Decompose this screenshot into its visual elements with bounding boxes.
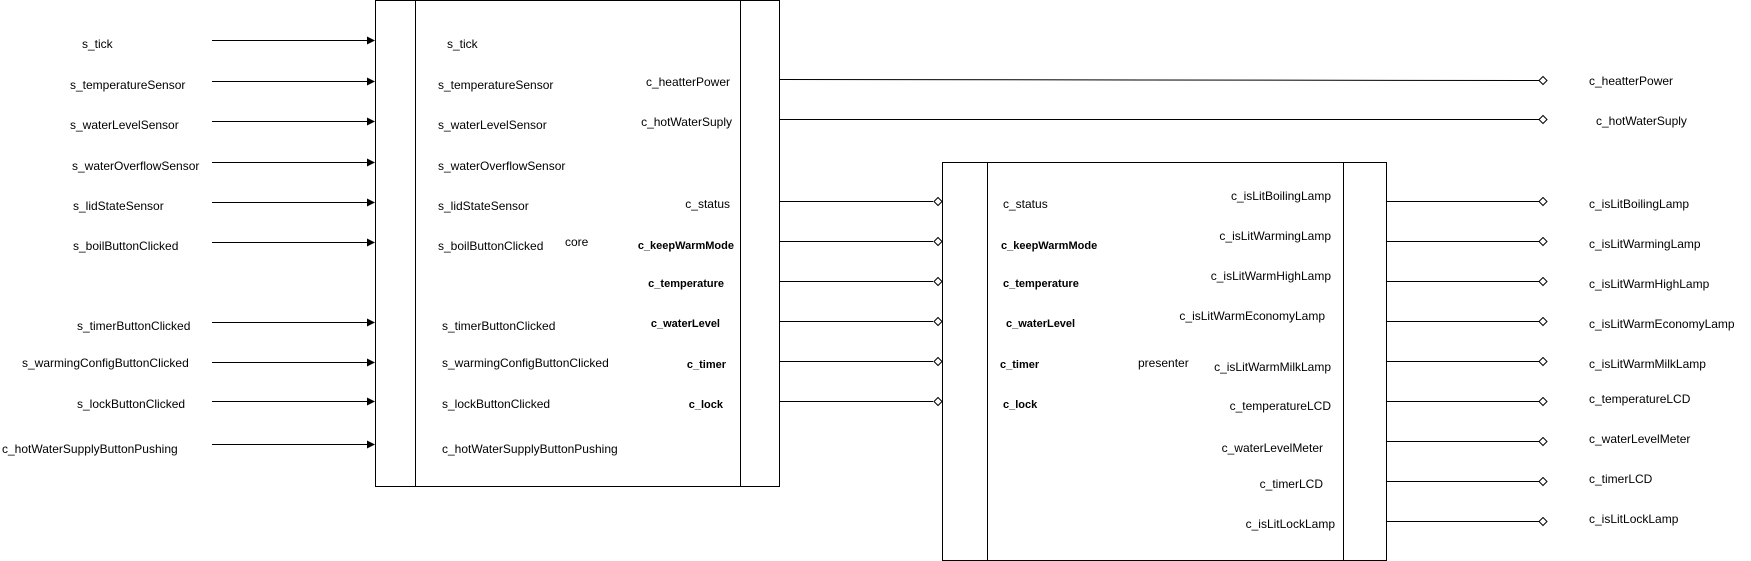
core-label: core bbox=[565, 235, 589, 249]
presenter-in-c-water-level: c_waterLevel bbox=[1006, 318, 1076, 330]
port-c-water-level bbox=[934, 318, 942, 326]
output-c-timer-lcd: c_timerLCD bbox=[1589, 472, 1653, 486]
port-c-water-level-meter bbox=[1539, 438, 1547, 446]
port-c-temperature bbox=[934, 278, 942, 286]
output-c-is-lit-boiling-lamp: c_isLitBoilingLamp bbox=[1589, 197, 1690, 211]
input-arrow-s-boil-button-clicked bbox=[367, 239, 375, 247]
input-arrow-s-timer-button-clicked bbox=[367, 319, 375, 327]
port-c-timer bbox=[934, 358, 942, 366]
port-c-is-lit-warming-lamp bbox=[1539, 238, 1547, 246]
core-in-s-water-overflow-sensor: s_waterOverflowSensor bbox=[438, 159, 566, 173]
input-s-boil-button-clicked: s_boilButtonClicked bbox=[73, 239, 179, 253]
core-out-c-hot-water-suply: c_hotWaterSuply bbox=[641, 115, 732, 129]
input-s-water-level-sensor: s_waterLevelSensor bbox=[70, 118, 179, 132]
port-c-keep-warm-mode bbox=[934, 238, 942, 246]
output-c-is-lit-warm-economy-lamp: c_isLitWarmEconomyLamp bbox=[1589, 317, 1735, 331]
presenter-in-c-timer: c_timer bbox=[1000, 359, 1040, 371]
core-out-c-water-level: c_waterLevel bbox=[650, 318, 720, 330]
port-c-hot-water-suply bbox=[1539, 116, 1547, 124]
port-c-is-lit-lock-lamp bbox=[1539, 518, 1547, 526]
output-c-temperature-lcd: c_temperatureLCD bbox=[1589, 392, 1691, 406]
core-out-c-timer: c_timer bbox=[686, 359, 726, 371]
external-inputs bbox=[2, 37, 375, 457]
output-c-is-lit-warming-lamp: c_isLitWarmingLamp bbox=[1589, 237, 1701, 251]
input-s-warming-config-button-clicked: s_warmingConfigButtonClicked bbox=[22, 356, 189, 370]
port-c-temperature-lcd bbox=[1539, 398, 1547, 406]
core-in-s-warming-config-button-clicked: s_warmingConfigButtonClicked bbox=[442, 356, 609, 370]
core-in-s-water-level-sensor: s_waterLevelSensor bbox=[438, 118, 547, 132]
presenter-out-c-is-lit-warm-economy-lamp: c_isLitWarmEconomyLamp bbox=[1179, 309, 1325, 323]
core-in-s-tick: s_tick bbox=[447, 37, 478, 51]
input-arrow-s-lock-button-clicked bbox=[367, 398, 375, 406]
core-in-s-timer-button-clicked: s_timerButtonClicked bbox=[442, 319, 556, 333]
port-c-heatter-power bbox=[1539, 77, 1547, 85]
presenter-out-c-is-lit-warm-milk-lamp: c_isLitWarmMilkLamp bbox=[1214, 360, 1331, 374]
core-out-c-temperature: c_temperature bbox=[648, 278, 724, 290]
wire-c-heatter-power bbox=[780, 80, 1539, 81]
presenter-out-c-temperature-lcd: c_temperatureLCD bbox=[1229, 399, 1331, 413]
port-c-is-lit-boiling-lamp bbox=[1539, 198, 1547, 206]
input-arrow-s-temperature-sensor bbox=[367, 78, 375, 86]
presenter-label: presenter bbox=[1138, 356, 1189, 370]
core-out-c-keep-warm-mode: c_keepWarmMode bbox=[637, 240, 734, 252]
core-out-c-status: c_status bbox=[685, 197, 730, 211]
input-s-timer-button-clicked: s_timerButtonClicked bbox=[77, 319, 191, 333]
core-presenter-wires bbox=[780, 198, 942, 406]
input-arrow-s-warming-config-button-clicked bbox=[367, 359, 375, 367]
presenter-out-c-is-lit-warming-lamp: c_isLitWarmingLamp bbox=[1219, 229, 1331, 243]
input-arrow-c-hot-water-supply-button-pushing bbox=[367, 441, 375, 449]
presenter-in-c-temperature: c_temperature bbox=[1003, 278, 1079, 290]
input-s-lid-state-sensor: s_lidStateSensor bbox=[73, 199, 164, 213]
core-in-s-lock-button-clicked: s_lockButtonClicked bbox=[442, 397, 551, 411]
core-in-c-hot-water-supply-button-pushing: c_hotWaterSupplyButtonPushing bbox=[442, 442, 618, 456]
presenter-in-c-lock: c_lock bbox=[1003, 399, 1038, 411]
port-c-lock bbox=[934, 398, 942, 406]
port-c-timer-lcd bbox=[1539, 478, 1547, 486]
output-c-hot-water-suply: c_hotWaterSuply bbox=[1596, 114, 1687, 128]
input-arrow-s-water-level-sensor bbox=[367, 118, 375, 126]
input-s-tick: s_tick bbox=[82, 37, 113, 51]
presenter-in-c-keep-warm-mode: c_keepWarmMode bbox=[1001, 240, 1098, 252]
port-c-status bbox=[934, 198, 942, 206]
core-out-c-lock: c_lock bbox=[688, 399, 723, 411]
presenter-out-c-is-lit-warm-high-lamp: c_isLitWarmHighLamp bbox=[1210, 269, 1331, 283]
core-in-s-temperature-sensor: s_temperatureSensor bbox=[438, 78, 554, 92]
output-c-is-lit-warm-milk-lamp: c_isLitWarmMilkLamp bbox=[1589, 357, 1706, 371]
presenter-out-c-water-level-meter: c_waterLevelMeter bbox=[1221, 441, 1323, 455]
input-s-temperature-sensor: s_temperatureSensor bbox=[70, 78, 186, 92]
presenter-out-c-is-lit-boiling-lamp: c_isLitBoilingLamp bbox=[1230, 189, 1331, 203]
core-in-s-boil-button-clicked: s_boilButtonClicked bbox=[438, 239, 544, 253]
output-c-heatter-power: c_heatterPower bbox=[1589, 74, 1674, 88]
output-c-is-lit-lock-lamp: c_isLitLockLamp bbox=[1589, 512, 1679, 526]
input-arrow-s-lid-state-sensor bbox=[367, 199, 375, 207]
port-c-is-lit-warm-high-lamp bbox=[1539, 278, 1547, 286]
presenter-out-c-is-lit-lock-lamp: c_isLitLockLamp bbox=[1245, 517, 1335, 531]
presenter-out-c-timer-lcd: c_timerLCD bbox=[1259, 477, 1323, 491]
presenter-in-c-status: c_status bbox=[1003, 197, 1048, 211]
core-in-s-lid-state-sensor: s_lidStateSensor bbox=[438, 199, 529, 213]
input-c-hot-water-supply-button-pushing: c_hotWaterSupplyButtonPushing bbox=[2, 442, 178, 456]
core-out-c-heatter-power: c_heatterPower bbox=[645, 75, 730, 89]
core-block bbox=[376, 1, 780, 487]
input-arrow-s-water-overflow-sensor bbox=[367, 159, 375, 167]
output-c-is-lit-warm-high-lamp: c_isLitWarmHighLamp bbox=[1589, 277, 1710, 291]
port-c-is-lit-warm-milk-lamp bbox=[1539, 358, 1547, 366]
input-s-lock-button-clicked: s_lockButtonClicked bbox=[77, 397, 186, 411]
input-s-water-overflow-sensor: s_waterOverflowSensor bbox=[72, 159, 200, 173]
input-arrow-s-tick bbox=[367, 37, 375, 45]
presenter-block bbox=[943, 163, 1387, 561]
output-c-water-level-meter: c_waterLevelMeter bbox=[1589, 432, 1691, 446]
port-c-is-lit-warm-economy-lamp bbox=[1539, 318, 1547, 326]
